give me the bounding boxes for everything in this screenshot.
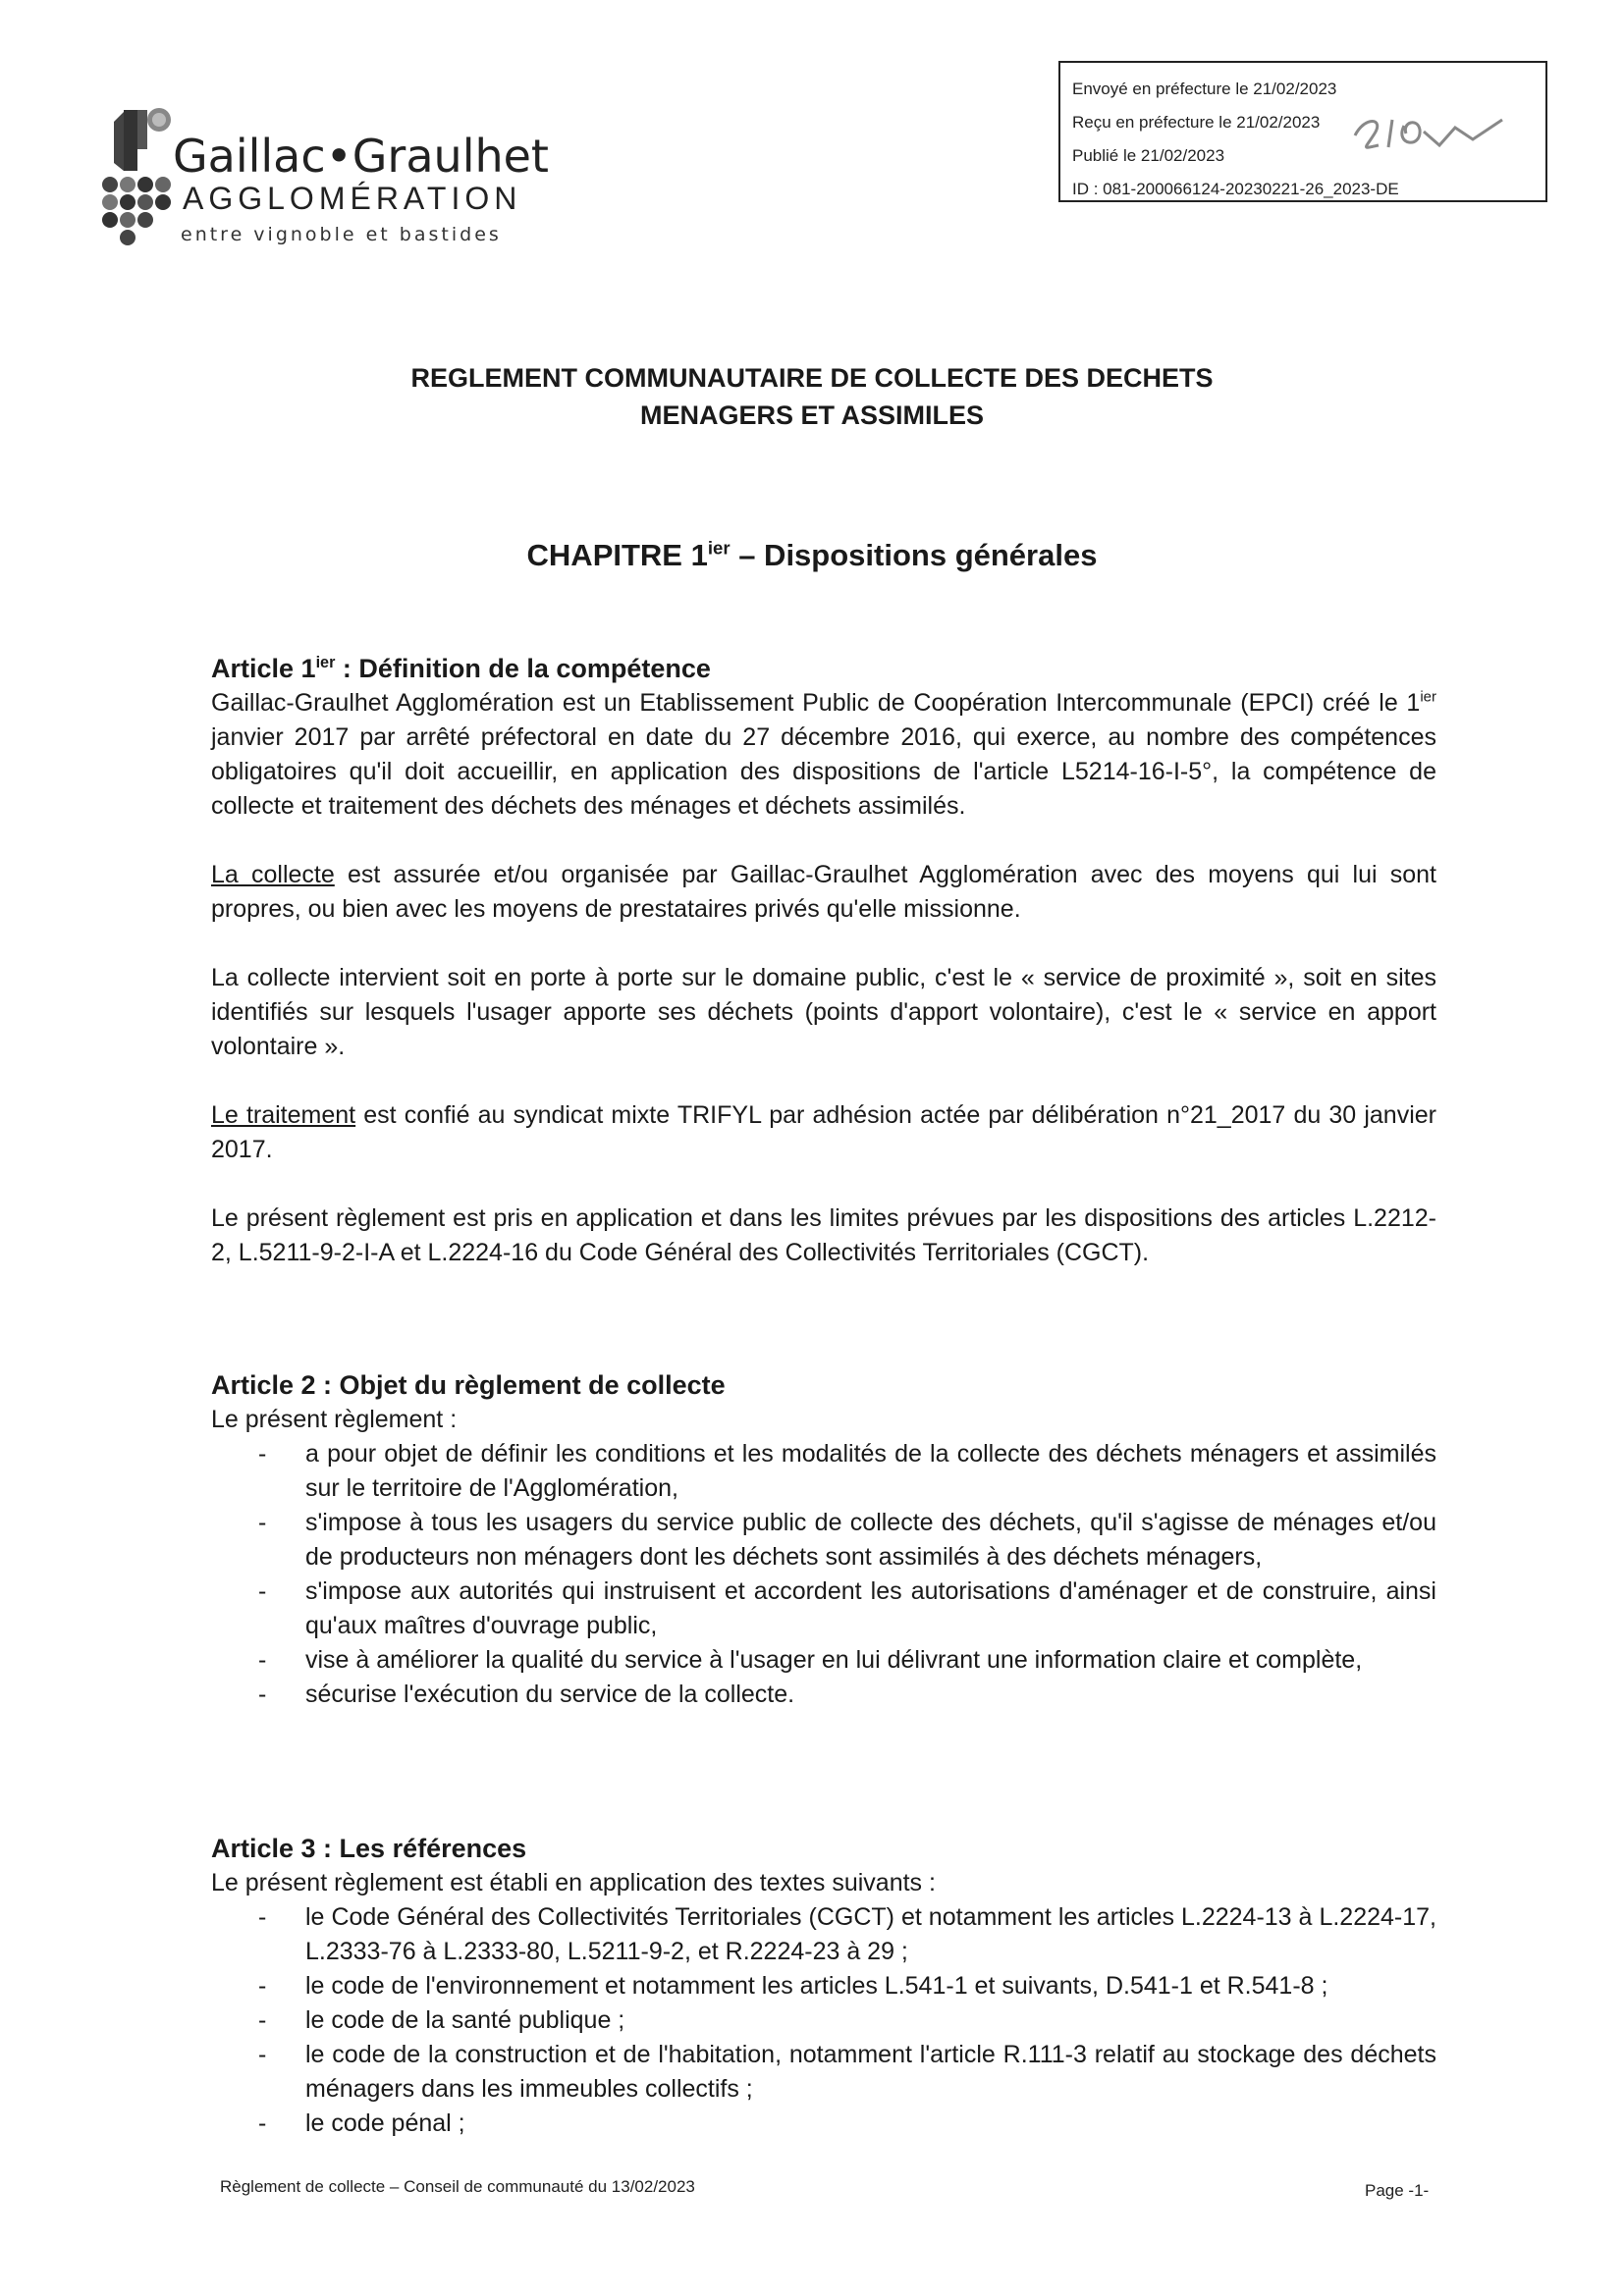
- article-2-heading: Article 2 : Objet du règlement de collecte: [211, 1370, 726, 1400]
- logo: [102, 102, 549, 249]
- chapter-suffix: – Dispositions générales: [730, 538, 1098, 572]
- chapter-prefix: CHAPITRE 1: [526, 538, 708, 572]
- article-1-paragraph-5: Le présent règlement est pris en application et dans les limites prévues par les dispositions des articles L.2212-2, L.5211-9-2-I-A et L.2224-16 du Code Général des Collectivités Territoriales (CGCT).: [211, 1204, 1436, 1266]
- article-2-intro: Le présent règlement :: [211, 1406, 458, 1433]
- chapter-sup: ier: [707, 537, 731, 559]
- footer-page-number: Page -1-: [1365, 2181, 1430, 2200]
- prefecture-stamp: [1058, 61, 1547, 202]
- article-2-list: [211, 1437, 1436, 1712]
- article-1-paragraph-4: [211, 1098, 1436, 1167]
- article-3-intro: Le présent règlement est établi en application des textes suivants :: [211, 1869, 936, 1896]
- article-1: [211, 652, 1436, 1270]
- article-1-p4-rest: est confié au syndicat mixte TRIFYL par adhésion actée par délibération n°21_2017 du 30 janvier 2017.: [211, 1101, 1436, 1163]
- article-1-heading: [211, 652, 1436, 686]
- article-3-list: [211, 1900, 1436, 2141]
- list-item: - le Code Général des Collectivités Territoriales (CGCT) et notamment les articles L.2224-13 à L.2224-17, L.2333-76 à L.2333-80, L.5211-9-2, et R.2224-23 à 29 ;: [211, 1900, 1436, 1969]
- stamp-published: Publié le 21/02/2023: [1072, 146, 1225, 165]
- list-item: - vise à améliorer la qualité du service à l'usager en lui délivrant une information claire et complète,: [211, 1643, 1436, 1678]
- list-item: - le code de l'environnement et notamment les articles L.541-1 et suivants, D.541-1 et R.541-8 ;: [211, 1969, 1436, 2003]
- footer-document-reference: Règlement de collecte – Conseil de communauté du 13/02/2023: [220, 2177, 695, 2196]
- list-item: - le code de la construction et de l'habitation, notamment l'article R.111-3 relatif au stockage des déchets ménagers dans les immeubles collectifs ;: [211, 2038, 1436, 2107]
- article-1-p1-b: janvier 2017 par arrêté préfectoral en date du 27 décembre 2016, qui exerce, au nombre des compétences obligatoires qu'il doit accueillir, en application des dispositions de l'article L5214-16-I-5°, la compétence de collecte et traitement des déchets des ménages et déchets assimilés.: [211, 723, 1436, 820]
- document-title-line2: MENAGERS ET ASSIMILES: [639, 400, 985, 430]
- article-1-paragraph-3: La collecte intervient soit en porte à porte sur le domaine public, c'est le « service de proximité », soit en sites identifiés sur lesquels l'usager apporte ses déchets (points d'apport volontaire), c'est le « service en apport volontaire ».: [211, 964, 1436, 1060]
- article-1-heading-suffix: : Définition de la compétence: [335, 654, 711, 683]
- article-1-paragraph-2: [211, 858, 1436, 927]
- document-title: [0, 359, 1624, 434]
- stamp-sent: Envoyé en préfecture le 21/02/2023: [1072, 80, 1337, 98]
- article-1-p4-underlined: Le traitement: [211, 1101, 356, 1129]
- article-1-p1-sup: ier: [1420, 688, 1436, 706]
- article-1-p2-underlined: La collecte: [211, 861, 335, 888]
- handwritten-signature-icon: [1345, 106, 1522, 155]
- logo-tagline: entre vignoble et bastides: [181, 224, 502, 245]
- logo-subtitle: AGGLOMÉRATION: [183, 181, 522, 216]
- list-item: - a pour objet de définir les conditions et les modalités de la collecte des déchets ménagers et assimilés sur le territoire de l'Agglomération,: [211, 1437, 1436, 1506]
- list-item: - le code de la santé publique ;: [211, 2003, 1436, 2038]
- stamp-received: Reçu en préfecture le 21/02/2023: [1072, 113, 1321, 132]
- article-1-paragraph-1: [211, 686, 1436, 824]
- article-1-heading-prefix: Article 1: [211, 654, 316, 683]
- article-1-heading-sup: ier: [315, 654, 336, 671]
- list-item: - s'impose aux autorités qui instruisent et accordent les autorisations d'aménager et de construire, ainsi qu'aux maîtres d'ouvrage public,: [211, 1575, 1436, 1643]
- article-3: [211, 1832, 1436, 2141]
- article-2: [211, 1368, 1436, 1712]
- list-item: - le code pénal ;: [211, 2107, 1436, 2141]
- article-1-p2-rest: est assurée et/ou organisée par Gaillac-Graulhet Agglomération avec des moyens qui lui sont propres, ou bien avec les moyens de prestataires privés qu'elle missionne.: [211, 861, 1436, 923]
- logo-name: Gaillac•Graulhet: [173, 130, 549, 183]
- chapter-heading: [0, 538, 1624, 573]
- article-3-heading: Article 3 : Les références: [211, 1834, 527, 1863]
- document-title-line1: REGLEMENT COMMUNAUTAIRE DE COLLECTE DES DECHETS: [410, 363, 1214, 393]
- stamp-id: ID : 081-200066124-20230221-26_2023-DE: [1072, 180, 1399, 198]
- list-item: - s'impose à tous les usagers du service public de collecte des déchets, qu'il s'agisse de ménages et/ou de producteurs non ménagers dont les déchets sont assimilés à des déchets ménagers,: [211, 1506, 1436, 1575]
- list-item: - sécurise l'exécution du service de la collecte.: [211, 1678, 1436, 1712]
- article-1-p1-a: Gaillac-Graulhet Agglomération est un Etablissement Public de Coopération Intercommunale (EPCI) créé le 1: [211, 689, 1421, 717]
